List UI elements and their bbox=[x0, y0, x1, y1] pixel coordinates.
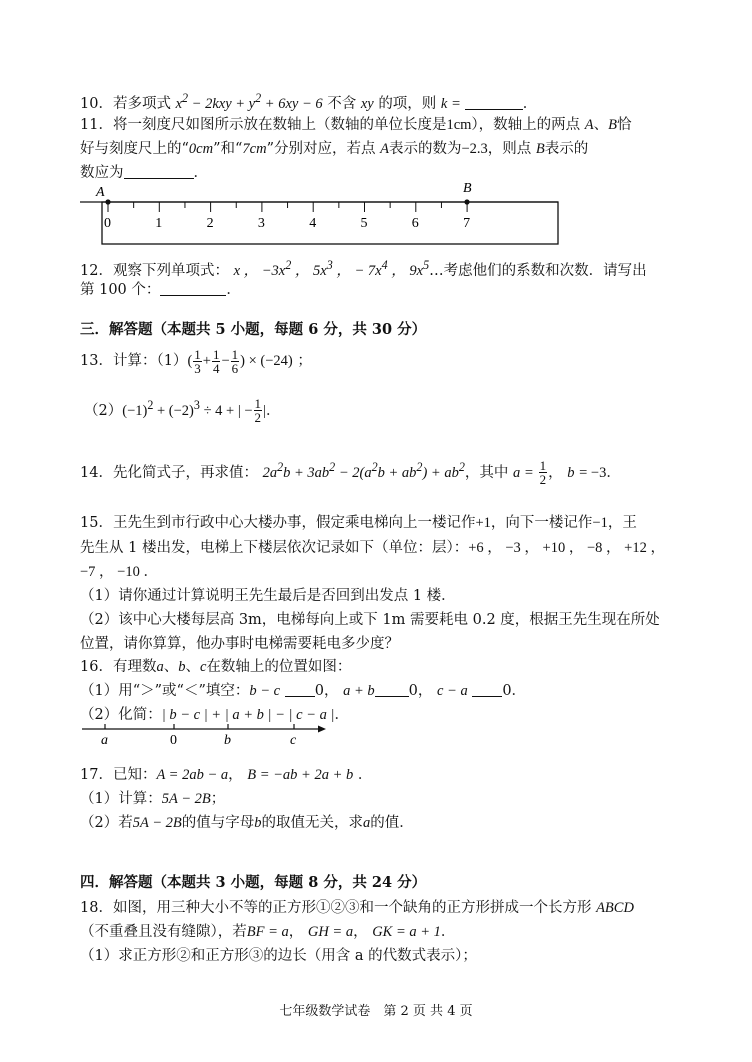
question-10: 10．若多项式 $x^2 - 2kxy + y^2 + 6xy - 6$ 不含 xy 的项，则 k = ． bbox=[80, 91, 538, 112]
ruler-tick-label: 4 bbox=[309, 216, 317, 231]
question-13-part2: $(2)(-1)^2 + (-2)^3 \div 4$ + | − $\frac{1}{2}$ |． bbox=[84, 396, 281, 426]
question-17-line1: 17．已知：A = 2ab − a， B = −ab + 2a + b ． bbox=[80, 767, 373, 783]
question-12-line1: 12．观察下列单项式： x ， $-3x^2$ ， $5x^3$ ， − $7x^4$ ， $9x^5\dots$考虑他们的系数和次数．请写出 bbox=[80, 258, 647, 279]
answer-blank bbox=[124, 164, 194, 179]
ruler-tick-label: 1 bbox=[155, 216, 163, 231]
section-3-heading: 三．解答题（本题共 5 小题，每题 6 分，共 30 分） bbox=[80, 321, 427, 338]
label-b: B bbox=[463, 182, 472, 196]
question-16-part2: （2）化简：| b − c | + | a + b | − | c − a |． bbox=[80, 707, 349, 723]
ruler-tick-label: 2 bbox=[206, 216, 214, 231]
question-15-line1: 15．王先生到市行政中心大楼办事，假定乘电梯向上一楼记作+1，向下一楼记作−1，王 bbox=[80, 515, 637, 531]
question-16-line1: 16．有理数a、b、c在数轴上的位置如图： bbox=[80, 659, 352, 675]
question-18-part1: （1）求正方形②和正方形③的边长（用含 a 的代数式表示）； bbox=[80, 948, 477, 964]
section-4-heading: 四．解答题（本题共 3 小题，每题 8 分，共 24 分） bbox=[80, 874, 427, 891]
question-15-part2a: （2）该中心大楼每层高 3m，电梯每向上或下 1m 需要耗电 0.2 度，根据王先生现在所处 bbox=[80, 612, 660, 628]
question-15-part1: （1）请你通过计算说明王先生最后是否回到出发点 1 楼． bbox=[80, 588, 456, 604]
ruler-figure bbox=[80, 182, 560, 248]
question-16-part1: （1）用“＞”或“＜”填空：b − c 0， a + b 0， c − a 0． bbox=[80, 683, 527, 699]
monomial-sequence: x ， $-3x^2$ ， $5x^3$ ， − $7x^4$ ， $9x^5$ bbox=[233, 258, 430, 279]
question-18-line1: 18．如图，用三种大小不等的正方形①②③和一个缺角的正方形拼成一个长方形 ABCD bbox=[80, 900, 634, 916]
question-15-line2: 先生从 1 楼出发，电梯上下楼层依次记录如下（单位：层）：+6 ， −3 ， +10 ， −8 ， +12 ， bbox=[80, 540, 665, 556]
axis-label: b bbox=[224, 733, 231, 748]
answer-blank bbox=[285, 682, 315, 697]
label-a: A bbox=[96, 185, 105, 200]
question-12-line2: 第 100 个： ． bbox=[80, 282, 241, 298]
ruler-tick-label: 0 bbox=[104, 216, 111, 231]
question-17-part2: （2）若5A − 2B的值与字母b的取值无关，求a的值． bbox=[80, 815, 414, 831]
answer-blank bbox=[465, 95, 523, 110]
answer-blank bbox=[472, 682, 502, 697]
axis-label: 0 bbox=[170, 733, 177, 748]
number-axis-figure bbox=[80, 722, 330, 752]
ruler-tick-label: 3 bbox=[257, 216, 265, 231]
question-14: 14．先化简式子，再求值： $2a^2b + 3ab^2 - 2(a^2b + ab^2) + ab^2$，其中 a = $\frac{1}{2}$ ， b = −3． bbox=[80, 458, 621, 488]
question-11-line2: 好与刻度尺上的“0cm”和“7cm”分别对应，若点 A表示的数为−2.3，则点 B表示的 bbox=[80, 141, 589, 157]
question-15-part2b: 位置，请你算算，他办事时电梯需要耗电多少度？ bbox=[80, 636, 399, 652]
question-15-line3: −7 ， −10 ． bbox=[80, 564, 158, 580]
axis-ticks bbox=[101, 724, 297, 748]
axis-label: c bbox=[290, 733, 297, 748]
question-13-part1: 13．计算：（1）( $\frac{1}{3}$ + $\frac{1}{4}$ − $\frac{1}{6}$ ) × (−24) ； bbox=[80, 346, 312, 376]
answer-blank bbox=[160, 281, 226, 296]
page-footer: 七年级数学试卷 第 2 页 共 4 页 bbox=[279, 1004, 473, 1019]
question-11-line1: 11．将一刻度尺如图所示放在数轴上（数轴的单位长度是1cm），数轴上的两点 A、B恰 bbox=[80, 117, 632, 133]
axis-label: a bbox=[101, 733, 108, 748]
axis-arrow bbox=[318, 726, 326, 733]
ruler-body bbox=[102, 202, 558, 244]
ruler-tick-label: 7 bbox=[463, 216, 471, 231]
question-11-line3: 数应为 ． bbox=[80, 165, 208, 181]
ruler-tick-label: 6 bbox=[411, 216, 419, 231]
polynomial-expr: $x^2 - 2kxy + y^2 + 6xy - 6$ bbox=[175, 91, 323, 112]
answer-blank bbox=[375, 682, 409, 697]
ruler-ticks bbox=[104, 202, 470, 231]
ruler-tick-label: 5 bbox=[360, 216, 368, 231]
question-18-line2: （不重叠且没有缝隙），若BF = a， GH = a， GK = a + 1． bbox=[80, 924, 456, 940]
question-17-part1: （1）计算：5A − 2B； bbox=[80, 791, 226, 807]
